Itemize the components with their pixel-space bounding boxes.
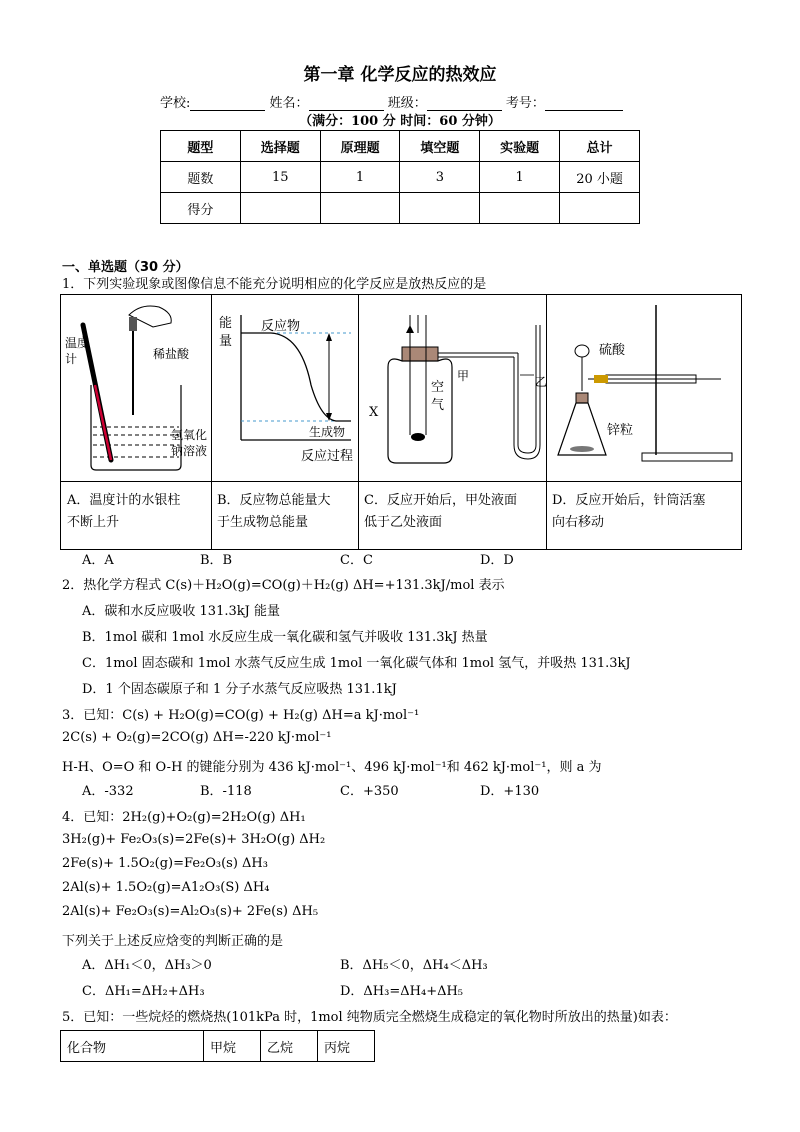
air-label bbox=[431, 379, 444, 415]
yi-label: 乙 bbox=[535, 375, 548, 389]
q2-option-b[interactable]: B．1mol 碳和 1mol 水反应生成一氧化碳和氢气并吸收 131.3kJ 热量 bbox=[82, 630, 488, 645]
q1-option-b[interactable]: B．B bbox=[200, 553, 233, 568]
table-cell: 1 bbox=[320, 162, 400, 193]
figure-divider bbox=[61, 481, 741, 482]
q4-option-c[interactable]: C．ΔH₁=ΔH₂+ΔH₃ bbox=[82, 984, 205, 999]
jia-label: 甲 bbox=[457, 369, 470, 383]
u-tube-apparatus-icon bbox=[358, 295, 546, 481]
question-3-line3: H-H、O=O 和 O-H 的键能分别为 436 kJ·mol⁻¹、496 kJ·mol⁻¹和 462 kJ·mol⁻¹，则 a 为 bbox=[62, 760, 602, 775]
q4-option-a[interactable]: A．ΔH₁＜0，ΔH₃＞0 bbox=[82, 958, 212, 973]
process-axis-label: 反应过程 bbox=[301, 449, 354, 464]
label-text: 钠溶液 bbox=[171, 444, 208, 458]
table-row bbox=[161, 193, 640, 224]
score-input-cell[interactable] bbox=[480, 193, 560, 224]
alkane-heat-table bbox=[60, 1030, 375, 1062]
table-cell: 3 bbox=[400, 162, 480, 193]
question-4-line4: 2Al(s)+ 1.5O₂(g)=A1₂O₃(S) ΔH₄ bbox=[62, 880, 270, 895]
header-cell: 原理题 bbox=[320, 131, 400, 162]
score-table bbox=[160, 130, 640, 224]
acid-label: 稀盐酸 bbox=[153, 347, 190, 361]
question-1-stem: 1．下列实验现象或图像信息不能充分说明相应的化学反应是放热反应的是 bbox=[62, 277, 487, 292]
caption-text: 向右移动 bbox=[552, 515, 605, 530]
naoh-label bbox=[171, 427, 207, 459]
label-text: 能 bbox=[219, 316, 233, 331]
q3-option-d[interactable]: D．+130 bbox=[480, 784, 540, 799]
class-blank[interactable] bbox=[427, 97, 502, 111]
score-input-cell[interactable] bbox=[320, 193, 400, 224]
name-blank[interactable] bbox=[309, 97, 384, 111]
table-cell: 1 bbox=[480, 162, 560, 193]
score-input-cell[interactable] bbox=[400, 193, 480, 224]
caption-text: C．反应开始后，甲处液面 bbox=[364, 493, 517, 508]
table-cell: 乙烷 bbox=[261, 1031, 318, 1062]
zinc-label: 锌粒 bbox=[607, 423, 634, 438]
energy-axis-label bbox=[219, 315, 232, 351]
table-cell: 丙烷 bbox=[318, 1031, 375, 1062]
table-cell: 甲烷 bbox=[204, 1031, 261, 1062]
q1-option-d[interactable]: D．D bbox=[480, 553, 514, 568]
exam-subtitle: （满分：100 分 时间：60 分钟） bbox=[299, 114, 501, 129]
score-table-header bbox=[161, 131, 640, 162]
caption-text: 于生成物总能量 bbox=[217, 515, 309, 530]
q4-option-d[interactable]: D．ΔH₃=ΔH₄+ΔH₅ bbox=[340, 984, 464, 999]
section-heading: 一、单选题（30 分） bbox=[62, 260, 189, 275]
header-cell: 选择题 bbox=[240, 131, 320, 162]
page-title: 第一章 化学反应的热效应 bbox=[303, 65, 497, 85]
table-cell: 题数 bbox=[161, 162, 241, 193]
table-cell: 化合物 bbox=[61, 1031, 204, 1062]
label-text: 空 bbox=[431, 380, 445, 395]
header-cell: 总计 bbox=[560, 131, 640, 162]
school-blank[interactable] bbox=[190, 97, 265, 111]
table-cell: 20 小题 bbox=[560, 162, 640, 193]
q2-option-a[interactable]: A．碳和水反应吸收 131.3kJ 能量 bbox=[82, 604, 280, 619]
caption-a bbox=[67, 490, 180, 534]
question-3-line1: 3．已知：C(s) + H₂O(g)=CO(g) + H₂(g) ΔH=a kJ·mol⁻¹ bbox=[62, 708, 420, 723]
q2-option-d[interactable]: D．1 个固态碳原子和 1 分子水蒸气反应吸热 131.1kJ bbox=[82, 682, 397, 697]
q4-option-b[interactable]: B．ΔH₅＜0，ΔH₄＜ΔH₃ bbox=[340, 958, 488, 973]
q2-option-c[interactable]: C．1mol 固态碳和 1mol 水蒸气反应生成 1mol 一氧化碳气体和 1mol 氢气，并吸热 131.3kJ bbox=[82, 656, 631, 671]
question-4-line3: 2Fe(s)+ 1.5O₂(g)=Fe₂O₃(s) ΔH₃ bbox=[62, 856, 268, 871]
score-input-cell[interactable] bbox=[240, 193, 320, 224]
product-label: 生成物 bbox=[309, 425, 346, 439]
q3-option-b[interactable]: B．-118 bbox=[200, 784, 252, 799]
header-cell: 题型 bbox=[161, 131, 241, 162]
question-4-line5: 2Al(s)+ Fe₂O₃(s)=Al₂O₃(s)+ 2Fe(s) ΔH₅ bbox=[62, 904, 319, 919]
caption-b bbox=[217, 490, 331, 534]
sulfuric-acid-label: 硫酸 bbox=[599, 343, 626, 358]
score-input-cell[interactable] bbox=[560, 193, 640, 224]
q1-option-a[interactable]: A．A bbox=[82, 553, 114, 568]
question-3-line2: 2C(s) + O₂(g)=2CO(g) ΔH=-220 kJ·mol⁻¹ bbox=[62, 730, 332, 745]
school-label: 学校: bbox=[160, 96, 191, 111]
student-info-line bbox=[160, 92, 660, 111]
q1-option-c[interactable]: C．C bbox=[340, 553, 373, 568]
exam-no-blank[interactable] bbox=[545, 97, 623, 111]
table-cell: 15 bbox=[240, 162, 320, 193]
exam-no-label: 考号： bbox=[505, 96, 545, 111]
table-row bbox=[61, 1031, 375, 1062]
table-cell: 得分 bbox=[161, 193, 241, 224]
x-label: X bbox=[369, 405, 379, 420]
table-row bbox=[161, 162, 640, 193]
question-4-line6: 下列关于上述反应焓变的判断正确的是 bbox=[62, 934, 284, 949]
caption-text: D．反应开始后，针筒活塞 bbox=[552, 493, 706, 508]
label-text: 温度 bbox=[65, 336, 90, 350]
q3-option-a[interactable]: A．-332 bbox=[82, 784, 134, 799]
caption-c bbox=[364, 490, 517, 534]
question-5-stem: 5．已知：一些烷烃的燃烧热(101kPa 时，1mol 纯物质完全燃烧生成稳定的氧化物时所放出的热量)如表： bbox=[62, 1010, 677, 1025]
q1-figure-table bbox=[60, 294, 742, 550]
label-text: 气 bbox=[431, 398, 445, 413]
label-text: 氢氧化 bbox=[171, 428, 208, 442]
label-text: 计 bbox=[65, 352, 78, 366]
question-2-stem: 2．热化学方程式 C(s)＋H₂O(g)=CO(g)＋H₂(g) ΔH=+131.3kJ/mol 表示 bbox=[62, 578, 505, 593]
class-label: 班级： bbox=[387, 96, 427, 111]
flask-syringe-icon bbox=[546, 295, 741, 481]
header-cell: 实验题 bbox=[480, 131, 560, 162]
caption-text: B．反应物总能量大 bbox=[217, 493, 331, 508]
question-4-line1: 4．已知：2H₂(g)+O₂(g)=2H₂O(g) ΔH₁ bbox=[62, 810, 306, 825]
caption-text: 不断上升 bbox=[67, 515, 120, 530]
name-label: 姓名： bbox=[269, 96, 309, 111]
reactant-label: 反应物 bbox=[261, 319, 301, 334]
header-cell: 填空题 bbox=[400, 131, 480, 162]
label-text: 量 bbox=[219, 334, 233, 349]
caption-text: 低于乙处液面 bbox=[364, 515, 443, 530]
thermometer-label bbox=[65, 335, 89, 367]
caption-d bbox=[552, 490, 705, 534]
q3-option-c[interactable]: C．+350 bbox=[340, 784, 399, 799]
caption-text: A．温度计的水银柱 bbox=[67, 493, 181, 508]
question-4-line2: 3H₂(g)+ Fe₂O₃(s)=2Fe(s)+ 3H₂O(g) ΔH₂ bbox=[62, 832, 326, 847]
